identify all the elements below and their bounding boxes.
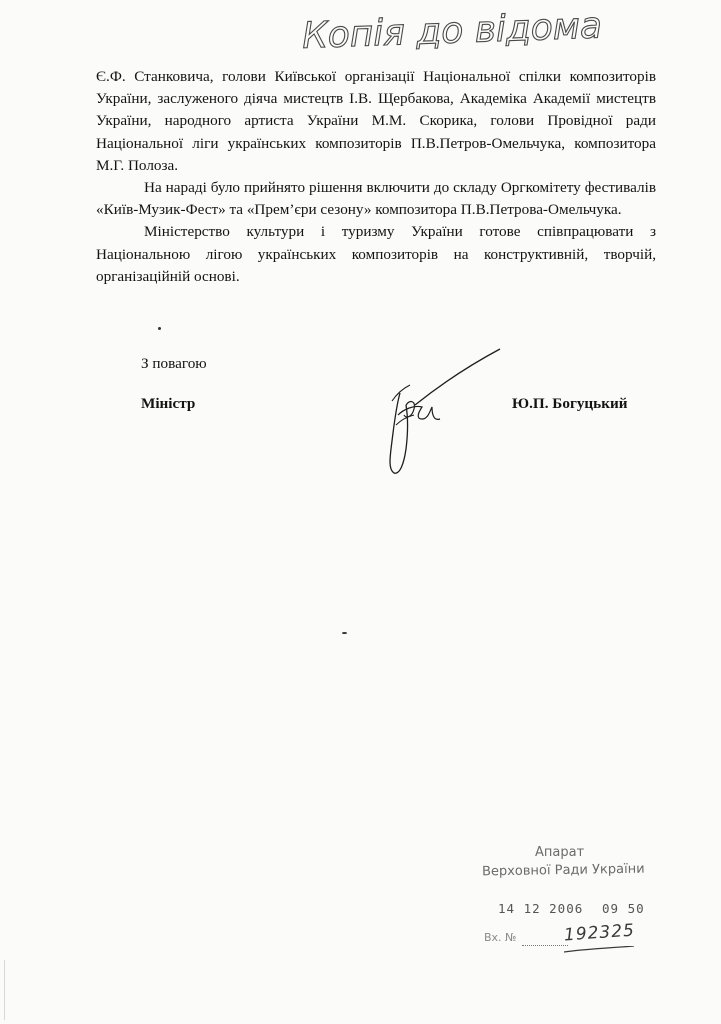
speck [158, 327, 161, 330]
stamp-org-line-1: Апарат [535, 845, 585, 860]
paragraph-decision: На нараді було прийнято рішення включити до складу Оргкомітету фестивалів «Київ-Музик-Фест» та «Прем’єри сезону» композитора П.В.Петрова-Омельчука. [96, 179, 656, 219]
stamp-date: 14 12 2006 [498, 901, 584, 916]
stamp-org-line-2: Верховної Ради України [481, 861, 645, 880]
stamp-registration-label: Вх. № [484, 931, 517, 944]
signature-icon [370, 345, 510, 480]
closing-phrase: З повагою [141, 355, 207, 372]
letter-body [96, 66, 656, 288]
handwriting-icon [300, 2, 650, 54]
signer-position: Міністр [141, 395, 196, 412]
stamp-time: 09 50 [602, 901, 645, 916]
paragraph-participants: Є.Ф. Станковича, голови Київської організації Національної спілки композиторів України, заслуженого діяча мистецтв І.В. Щербакова, Академіка Академії мистецтв України, народного артиста України М.М. Скорика, голови Провідної ради Національної ліги українських композиторів П.В.Петров-Омельчука, композитора М.Г. Полоза. [96, 68, 656, 174]
speck [342, 632, 347, 634]
registration-stamp [470, 845, 670, 955]
stamp-number-underline [564, 946, 634, 954]
signer-name: Ю.П. Богуцький [512, 395, 628, 412]
signature [370, 345, 510, 480]
handwritten-note-text: Копія до відома [301, 5, 603, 54]
stamp-dotted-line [522, 945, 568, 946]
stamp-registration-number: 192325 [563, 920, 636, 946]
handwritten-note [300, 2, 650, 54]
paragraph-cooperation: Міністерство культури і туризму України готове співпрацювати з Національною лігою українських композиторів на конструктивній, творчій, організаційній основі. [96, 223, 656, 285]
scan-edge-mark [4, 960, 5, 1020]
